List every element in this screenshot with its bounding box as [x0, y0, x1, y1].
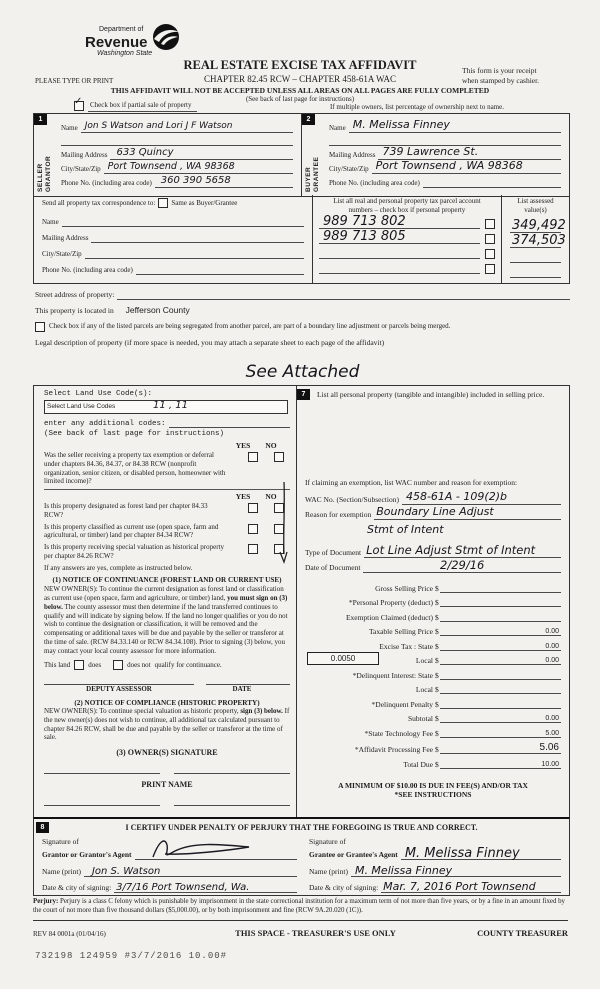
deferral-no-checkbox[interactable]: [274, 452, 284, 462]
parcel-numbers-column: [313, 195, 502, 283]
fee-row: *Affidavit Processing Fee $ 5.06: [354, 742, 559, 754]
personal-property-checkbox[interactable]: [485, 234, 495, 244]
seller-phone-field[interactable]: [155, 174, 293, 188]
parcel-field[interactable]: [319, 213, 480, 229]
multiple-owners-note: If multiple owners, list percentage of ownership next to name.: [330, 103, 504, 111]
seller-mailing-field[interactable]: [110, 146, 293, 160]
parcels-section: [33, 195, 570, 284]
partial-sale-checkbox[interactable]: [74, 96, 84, 111]
fee-row: Excise Tax : State $ 0.00: [379, 641, 559, 651]
fee-row: Taxable Selling Price $ 0.00: [368, 627, 559, 636]
reason-field[interactable]: [374, 505, 561, 520]
buyer-citystate-value: Port Townsend , WA 98368: [375, 159, 523, 173]
grantee-sig-label1: Signature of: [309, 837, 346, 846]
fee-field[interactable]: [440, 699, 561, 709]
fee-field[interactable]: [440, 684, 561, 694]
buyer-name-label: Name: [329, 124, 346, 133]
personal-property-label: List all personal property (tangible and intangible) included in selling price.: [317, 390, 545, 399]
seller-mailing-value: 633 Quincy: [116, 146, 174, 158]
corr-name-field[interactable]: [62, 217, 304, 227]
buyer-section: [302, 114, 569, 196]
certification-section: [33, 817, 570, 896]
grantee-sig-label2: Grantee or Grantee's Agent: [309, 850, 398, 859]
doc-type-field[interactable]: [364, 542, 561, 558]
owners-signature-title: (3) OWNER(S) SIGNATURE: [116, 748, 218, 757]
seller-section: [34, 114, 302, 196]
grantor-signature-field[interactable]: [135, 847, 297, 860]
corr-mailing-field[interactable]: [91, 233, 304, 243]
parcel-field[interactable]: [319, 249, 480, 259]
fee-row: *Delinquent Penalty $: [305, 699, 561, 709]
cashier-stamp: 732198 124959 #3/7/2016 10.00#: [35, 951, 228, 961]
corr-name-label: Name: [42, 218, 59, 227]
question-historic: Is this property receiving special valuation as historical property per chapter 84.26 RCW?: [44, 543, 290, 561]
grantor-date-value: 3/7/16 Port Townsend, Wa.: [116, 881, 250, 893]
legal-description-value: See Attached: [245, 361, 360, 382]
partial-sale-checkmark: ✓: [74, 96, 83, 108]
grantor-signature-block: [42, 837, 297, 893]
partial-sale-label: Check box if partial sale of property: [88, 101, 197, 112]
grantee-date-label: Date & city of signing:: [309, 883, 379, 892]
landuse-and-tax-section: [33, 385, 570, 819]
partial-sale-row: [74, 96, 197, 112]
grantee-name-value: M. Melissa Finney: [354, 863, 453, 877]
handwritten-no-arrow: [278, 482, 290, 564]
same-as-buyer-checkbox[interactable]: [158, 198, 168, 208]
doc-type-value: Lot Line Adjust Stmt of Intent: [366, 542, 536, 557]
notice1-title: (1) NOTICE OF CONTINUANCE (FOREST LAND OR CURRENT USE): [52, 576, 282, 585]
grantor-name-field[interactable]: [84, 864, 297, 877]
land-use-dropdown[interactable]: [44, 400, 288, 414]
warning-line: THIS AFFIDAVIT WILL NOT BE ACCEPTED UNLESS ALL AREAS ON ALL PAGES ARE FULLY COMPLETED: [110, 86, 490, 95]
owner-signature-line[interactable]: [174, 773, 290, 774]
deferral-yes-checkbox[interactable]: [248, 452, 258, 462]
treasurer-space-label: THIS SPACE - TREASURER'S USE ONLY: [235, 928, 396, 938]
question-current-use: Is this property classified as current use (open space, farm and agricultural, or timber) land per chapter 84.34 RCW?: [44, 523, 290, 541]
fee-field[interactable]: 0.00: [440, 626, 561, 636]
yes-header: YES: [235, 492, 251, 501]
additional-codes-label: enter any additional codes:: [44, 420, 166, 428]
grantee-signature-block: [309, 837, 561, 893]
seller-phone-value: 360 390 5658: [160, 174, 231, 186]
question-forest: Is this property designated as forest land per chapter 84.33 RCW?: [44, 502, 290, 520]
does-not-checkbox[interactable]: [113, 660, 123, 670]
fee-row: *Personal Property (deduct) $: [305, 597, 561, 607]
buyer-phone-label: Phone No. (including area code): [329, 179, 420, 188]
assessed-header: List assessed value(s): [517, 197, 554, 214]
land-use-dropdown-value: 11 , 11: [153, 400, 188, 411]
assessed-field[interactable]: [510, 232, 566, 248]
fee-field[interactable]: [440, 670, 561, 680]
personal-property-checkbox[interactable]: [485, 264, 495, 274]
personal-property-checkbox[interactable]: [485, 249, 495, 259]
fee-row: *Delinquent Interest: State $: [305, 670, 561, 680]
seller-citystate-label: City/State/Zip: [61, 165, 101, 174]
personal-property-checkbox[interactable]: [485, 219, 495, 229]
corr-phone-label: Phone No. (including area code): [42, 266, 133, 275]
seller-box-number: 1: [34, 114, 47, 125]
perjury-label: Perjury:: [33, 898, 59, 905]
grantee-signature-field[interactable]: [401, 847, 561, 860]
corr-mailing-label: Mailing Address: [42, 234, 89, 243]
additional-codes-field[interactable]: [169, 418, 290, 428]
assessed-value: 349,492: [512, 217, 566, 233]
section7-box-number: 7: [297, 389, 310, 400]
seller-name2-field[interactable]: [61, 136, 293, 146]
seller-citystate-value: Port Townsend , WA 98368: [107, 161, 235, 173]
parcel-header-line2: numbers – check box if personal property: [348, 205, 466, 214]
grantee-date-value: Mar. 7, 2016 Port Townsend: [383, 879, 536, 893]
grantee-date-field[interactable]: [381, 880, 561, 893]
fee-field[interactable]: 10.00: [440, 759, 561, 769]
assessed-field[interactable]: [510, 268, 561, 278]
fee-row: Exemption Claimed (deduct) $: [305, 612, 561, 622]
grantor-date-label: Date & city of signing:: [42, 883, 112, 892]
logo-dept-line: Department of: [99, 26, 144, 33]
property-description-section: [35, 288, 570, 382]
grantor-name-label: Name (print): [42, 867, 81, 876]
fee-field[interactable]: [440, 597, 561, 607]
local-rate-box[interactable]: 0.0050: [307, 652, 379, 665]
logo-revenue: Revenue: [85, 33, 148, 51]
grantor-sig-label1: Signature of: [42, 837, 79, 846]
segregated-checkbox[interactable]: [35, 322, 45, 332]
tax-column: [297, 386, 569, 818]
fee-row-local-rate: 0.0050 Local $ 0.00: [305, 655, 561, 665]
seller-role-label: SELLER GRANTOR: [37, 155, 52, 192]
legal-description-label: Legal description of property (if more space is needed, you may attach a separate sheet to each page of the affidavit): [35, 338, 385, 348]
assessed-value: 374,503: [512, 232, 566, 248]
street-address-field[interactable]: [117, 290, 570, 300]
no-header: NO: [265, 441, 277, 450]
form-revision-number: REV 84 0001a (01/04/16): [33, 930, 106, 938]
fee-field[interactable]: 0.00: [440, 641, 561, 651]
seller-mailing-label: Mailing Address: [61, 151, 108, 160]
located-in-value: Jefferson County: [125, 305, 190, 315]
seller-phone-label: Phone No. (including area code): [61, 179, 152, 188]
does-checkbox[interactable]: [74, 660, 84, 670]
land-use-see-back: (See back of last page for instructions): [44, 430, 225, 438]
agency-logo: [85, 26, 255, 59]
located-in-label: This property is located in: [35, 306, 114, 315]
exemption-intro: If claiming an exemption, list WAC number and reason for exemption:: [305, 477, 518, 487]
print-name-title: PRINT NAME: [141, 780, 193, 789]
assessed-field[interactable]: [510, 253, 561, 263]
forest-yes-checkbox[interactable]: [248, 503, 258, 513]
correspondence-send-label: Send all property tax correspondence to:: [42, 198, 156, 207]
buyer-name-field[interactable]: [349, 118, 561, 133]
same-as-buyer-label: Same as Buyer/Grantee: [171, 198, 238, 207]
fee-field[interactable]: [440, 583, 561, 593]
yes-header: YES: [235, 441, 251, 450]
if-any-yes-note: If any answers are yes, complete as instructed below.: [44, 563, 193, 572]
parties-section: [33, 113, 570, 197]
buyer-citystate-field[interactable]: [372, 159, 561, 174]
perjury-text: Perjury is a class C felony which is punishable by imprisonment in the state correctional institution for a maximum term of not more than five years, or by a fine in an amount fixed by the court of not more than five thousand dollars ($5,000.00), or by both imprisonment and fine (RCW 9A.20.020 (1C)).: [33, 898, 566, 915]
fee-row: Gross Selling Price $: [305, 583, 561, 593]
fee-field[interactable]: [440, 612, 561, 622]
perjury-notice: [33, 897, 568, 921]
buyer-phone-field[interactable]: [423, 178, 561, 188]
assessed-values-column: [502, 195, 569, 283]
owner-print-name-line[interactable]: [44, 805, 160, 806]
reason-value-line2: Stmt of Intent: [367, 522, 444, 536]
buyer-mailing-label: Mailing Address: [329, 151, 376, 160]
parcel-value: 989 713 805: [323, 228, 406, 244]
wac-label: WAC No. (Section/Subsection): [305, 494, 399, 504]
grantor-signature-scribble: [145, 835, 255, 861]
current-use-yes-checkbox[interactable]: [248, 524, 258, 534]
segregated-label: Check box if any of the listed parcels are being segregated from another parcel, are part of a boundary line adjustment or parcels being merged.: [49, 322, 451, 331]
land-use-dropdown-text: Select Land Use Codes: [47, 403, 116, 410]
receipt-note: This form is your receipt when stamped by cashier.: [462, 66, 540, 85]
buyer-name-value: M. Melissa Finney: [352, 118, 450, 132]
buyer-box-number: 2: [302, 114, 315, 125]
fee-field[interactable]: 0.00: [440, 655, 561, 665]
divider-line: [44, 489, 290, 490]
buyer-citystate-label: City/State/Zip: [329, 165, 369, 174]
county-treasurer-label: COUNTY TREASURER: [477, 928, 568, 938]
section8-box-number: 8: [36, 822, 49, 833]
land-use-column: [34, 386, 296, 818]
assessor-date-label: DATE: [232, 685, 252, 694]
parcel-field[interactable]: [319, 264, 480, 274]
fee-field[interactable]: 5.00: [440, 728, 561, 738]
seller-name-value: Jon S Watson and Lori J F Watson: [84, 120, 233, 131]
doc-type-label: Type of Document: [305, 547, 362, 557]
corr-phone-field[interactable]: [136, 265, 304, 275]
reason-value: Boundary Line Adjust: [376, 505, 494, 519]
form-subtitle: CHAPTER 82.45 RCW – CHAPTER 458-61A WAC: [204, 74, 396, 84]
seller-citystate-field[interactable]: [104, 161, 293, 174]
grantor-sig-label2: Grantor or Grantor's Agent: [42, 850, 132, 859]
owner-print-name-line[interactable]: [174, 805, 290, 806]
revenue-swoosh-icon: [151, 22, 181, 52]
buyer-role-label: BUYER GRANTEE: [305, 156, 320, 192]
logo-state-line: Washington State: [97, 49, 153, 57]
assessed-field[interactable]: [510, 217, 566, 233]
grantee-name-field[interactable]: [351, 864, 561, 877]
form-title: REAL ESTATE EXCISE TAX AFFIDAVIT: [183, 58, 417, 72]
parcel-value: 989 713 802: [323, 213, 406, 229]
notice2-body: NEW OWNER(S): To continue special valuation as historic property, sign (3) below. If the new owner(s) does not wish to continue, all additional tax calculated pursuant to chapter 84.26 RCW, shall be due and payable by the seller or transferor at the time of sale.: [44, 707, 290, 742]
wac-value: 458-61A - 109(2)b: [405, 490, 507, 504]
historic-yes-checkbox[interactable]: [248, 544, 258, 554]
owner-signature-line[interactable]: [44, 773, 160, 774]
seller-name-label: Name: [61, 124, 78, 133]
street-address-label: Street address of property:: [35, 290, 115, 300]
notice2-title: (2) NOTICE OF COMPLIANCE (HISTORIC PROPERTY): [74, 699, 260, 707]
corr-citystate-label: City/State/Zip: [42, 250, 82, 259]
doc-date-label: Date of Document: [305, 562, 361, 572]
seller-name-field[interactable]: [81, 120, 293, 133]
type-or-print-note: PLEASE TYPE OR PRINT: [35, 77, 114, 85]
doc-date-field[interactable]: [363, 557, 561, 573]
grantee-signature-value: M. Melissa Finney: [404, 845, 520, 861]
fee-row: Total Due $ 10.00: [403, 759, 559, 769]
reason-label: Reason for exemption: [305, 509, 372, 519]
minimum-due-note: A MINIMUM OF $10.00 IS DUE IN FEE(S) AND/OR TAX: [338, 780, 528, 790]
footer-row: [33, 928, 568, 939]
fee-row: Subtotal $ 0.00: [407, 714, 559, 723]
buyer-mailing-value: 739 Lawrence St.: [382, 145, 479, 159]
grantee-name-label: Name (print): [309, 867, 348, 876]
question-deferral: Was the seller receiving a property tax exemption or deferral under chapters 84.36, 84.37, or 84.38 RCW (nonprofit organization, senior citizen, or disabled person, homeowner with limited income)?: [44, 451, 290, 486]
correspondence-column: [34, 195, 313, 283]
parcel-header-line1: List all real and personal property tax parcel account: [333, 197, 481, 205]
wac-field[interactable]: [402, 490, 561, 505]
grantor-date-field[interactable]: [114, 880, 297, 893]
corr-citystate-field[interactable]: [85, 249, 304, 259]
fee-row: Local $: [305, 684, 561, 694]
notice1-body: NEW OWNER(S): To continue the current designation as forest land or classification as current use (open space, farm and agriculture, or timber) land, you must sign on (3) below. The county assessor must then determine if the land transferred continues to qualify and will indicate by signing below. If the land no longer qualifies or you do not wish to continue the designation or classification, it will be removed and the compensating or additional taxes will be due and payable by the seller or transferor at the time of sale. (RCW 84.33.140 or RCW 84.34.108). Prior to signing (3) below, you may contact your local county assessor for more information.: [44, 585, 288, 655]
see-instructions-note: *SEE INSTRUCTIONS: [394, 789, 472, 799]
fee-field[interactable]: 0.00: [440, 713, 561, 723]
see-back-note: (See back of last page for instructions): [245, 95, 355, 103]
no-header: NO: [265, 492, 277, 501]
doc-date-value: 2/29/16: [440, 557, 485, 572]
deputy-assessor-label: DEPUTY ASSESSOR: [86, 685, 152, 694]
qualify-row: This land does does not qualify for continuance.: [44, 660, 222, 669]
fee-row: *State Technology Fee $ 5.00: [364, 728, 559, 738]
fee-field[interactable]: 5.06: [440, 742, 561, 754]
select-land-use-label: Select Land Use Code(s):: [44, 390, 153, 398]
certify-statement: I CERTIFY UNDER PENALTY OF PERJURY THAT THE FOREGOING IS TRUE AND CORRECT.: [125, 823, 478, 832]
grantor-name-value: Jon S. Watson: [91, 865, 161, 877]
parcel-field[interactable]: [319, 228, 480, 244]
